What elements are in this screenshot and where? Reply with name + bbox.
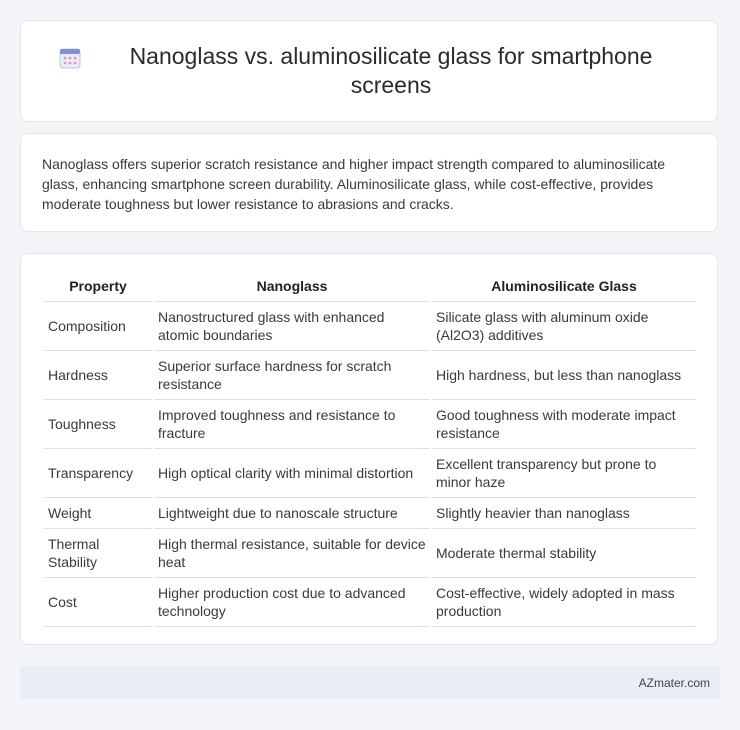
aluminosilicate-cell: Moderate thermal stability (432, 529, 696, 578)
table-row (44, 351, 696, 400)
table-row (44, 400, 696, 449)
aluminosilicate-cell: Good toughness with moderate impact resistance (432, 400, 696, 449)
nanoglass-cell: High optical clarity with minimal distortion (154, 449, 430, 498)
table-row (44, 302, 696, 351)
property-cell: Weight (44, 498, 152, 529)
calendar-icon (59, 47, 81, 69)
aluminosilicate-cell: Silicate glass with aluminum oxide (Al2O3) additives (432, 302, 696, 351)
property-cell: Hardness (44, 351, 152, 400)
column-header-aluminosilicate: Aluminosilicate Glass (432, 274, 696, 302)
nanoglass-cell: Lightweight due to nanoscale structure (154, 498, 430, 529)
title-card (20, 20, 718, 122)
page-title: Nanoglass vs. aluminosilicate glass for smartphone screens (129, 43, 653, 98)
column-header-nanoglass: Nanoglass (154, 274, 430, 302)
footer-site-link[interactable]: AZmater.com (638, 675, 710, 690)
nanoglass-cell: Nanostructured glass with enhanced atomic boundaries (154, 302, 430, 351)
property-cell: Toughness (44, 400, 152, 449)
aluminosilicate-cell: Slightly heavier than nanoglass (432, 498, 696, 529)
nanoglass-cell: High thermal resistance, suitable for device heat (154, 529, 430, 578)
table-header-row (44, 274, 696, 302)
property-cell: Thermal Stability (44, 529, 152, 578)
footer-bar (20, 666, 720, 699)
nanoglass-cell: Improved toughness and resistance to fracture (154, 400, 430, 449)
table-row (44, 529, 696, 578)
table-row (44, 578, 696, 627)
property-cell: Composition (44, 302, 152, 351)
summary-text: Nanoglass offers superior scratch resistance and higher impact strength compared to aluminosilicate glass, enhancing smartphone screen durability. Aluminosilicate glass, while cost-effective, provides moderate toughness but lower resistance to abrasions and cracks. (42, 156, 666, 212)
nanoglass-cell: Higher production cost due to advanced technology (154, 578, 430, 627)
table-row (44, 498, 696, 529)
comparison-table (42, 274, 698, 627)
nanoglass-cell: Superior surface hardness for scratch resistance (154, 351, 430, 400)
aluminosilicate-cell: Cost-effective, widely adopted in mass production (432, 578, 696, 627)
summary-card (20, 133, 718, 232)
title-row (59, 42, 679, 100)
aluminosilicate-cell: High hardness, but less than nanoglass (432, 351, 696, 400)
property-cell: Cost (44, 578, 152, 627)
column-header-property: Property (44, 274, 152, 302)
comparison-table-card (20, 253, 718, 645)
property-cell: Transparency (44, 449, 152, 498)
aluminosilicate-cell: Excellent transparency but prone to minor haze (432, 449, 696, 498)
table-row (44, 449, 696, 498)
